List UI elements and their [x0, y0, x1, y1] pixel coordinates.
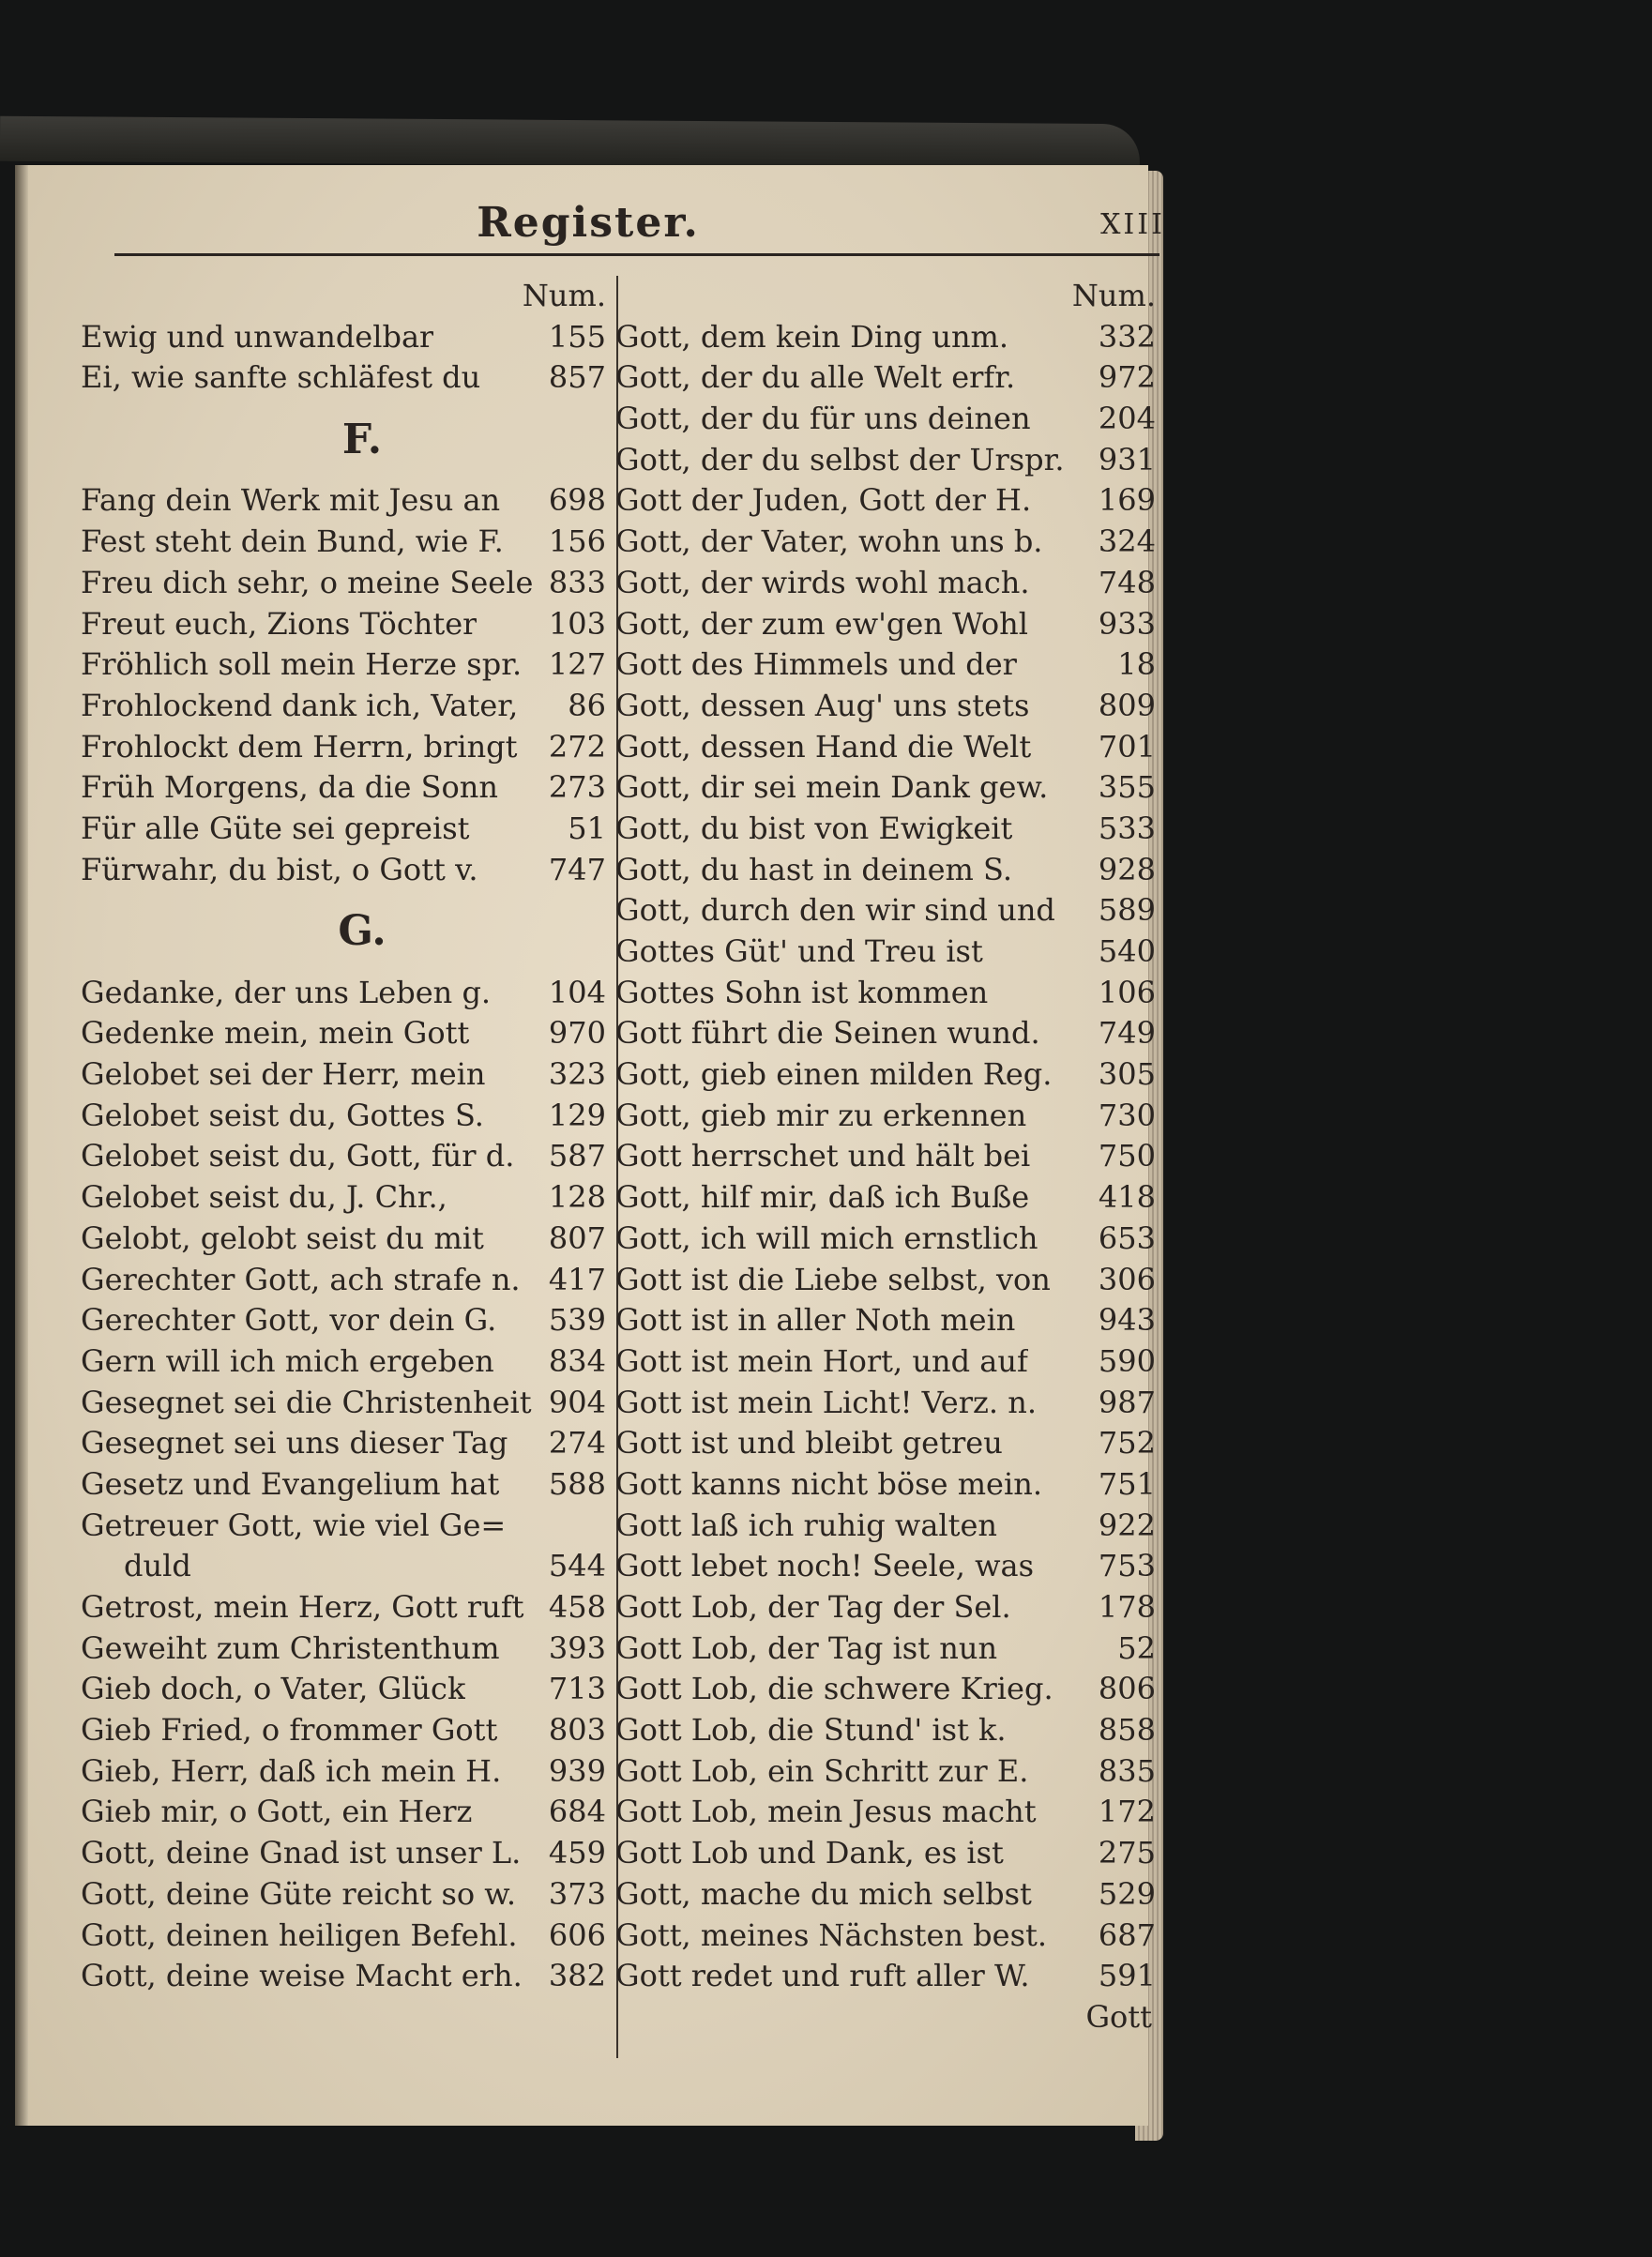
- entry-number: 86: [568, 687, 606, 723]
- index-entry: [81, 1300, 606, 1341]
- entry-text: Gott, durch den wir sind und: [615, 892, 1055, 929]
- entry-number: 606: [548, 1916, 606, 1953]
- entry-text: Gott, dessen Aug' uns stets: [615, 687, 1030, 723]
- entry-number: 178: [1098, 1589, 1156, 1625]
- entry-number: 730: [1098, 1097, 1156, 1133]
- index-entry: [81, 1751, 606, 1793]
- index-entry: [81, 767, 606, 809]
- index-entry: [81, 1833, 606, 1874]
- entry-number: 972: [1098, 359, 1156, 396]
- entry-number: 52: [1117, 1629, 1156, 1666]
- index-entry: [615, 686, 1156, 727]
- entry-number: 987: [1098, 1384, 1156, 1420]
- right-column: [615, 276, 1156, 2038]
- entry-text: Gelobt, gelobt seist du mit: [81, 1219, 484, 1256]
- index-entry: [615, 1833, 1156, 1874]
- index-entry: [81, 1013, 606, 1054]
- entry-text: Gesegnet sei uns dieser Tag: [81, 1425, 508, 1462]
- entry-text: Gott, dem kein Ding unm.: [615, 318, 1009, 355]
- entry-text: Gott ist mein Hort, und auf: [615, 1342, 1028, 1379]
- entry-number: 970: [548, 1015, 606, 1052]
- index-entry: [81, 357, 606, 399]
- entry-text: Gott laß ich ruhig walten: [615, 1507, 998, 1543]
- index-entry: [615, 932, 1156, 973]
- num-header: Num.: [1071, 278, 1156, 313]
- index-entry: [615, 1546, 1156, 1587]
- entry-number: 653: [1098, 1219, 1156, 1256]
- entry-number: 544: [548, 1548, 606, 1584]
- index-entry: [615, 1587, 1156, 1628]
- index-entry: [615, 399, 1156, 440]
- index-entry: [81, 1792, 606, 1833]
- entry-text: Ewig und unwandelbar: [81, 318, 434, 355]
- entry-number: 169: [1098, 482, 1156, 519]
- entry-number: 332: [1098, 318, 1156, 355]
- entry-number: 323: [548, 1056, 606, 1093]
- index-entry: [615, 1177, 1156, 1219]
- entry-number: 418: [1098, 1179, 1156, 1216]
- entry-number: 701: [1098, 728, 1156, 765]
- index-entry: [615, 973, 1156, 1014]
- entry-number: 591: [1098, 1958, 1156, 1994]
- index-entry: [615, 604, 1156, 645]
- entry-text: Gott, ich will mich ernstlich: [615, 1219, 1038, 1256]
- header-rule: [114, 253, 1159, 256]
- entry-text: Gesetz und Evangelium hat: [81, 1465, 500, 1502]
- entry-number: 273: [548, 769, 606, 806]
- index-entry-continuation: [81, 1546, 606, 1587]
- index-entry-wrapped: [81, 1506, 606, 1547]
- entry-text: Gieb doch, o Vater, Glück: [81, 1671, 466, 1707]
- index-entry: [81, 1260, 606, 1301]
- entry-text: Gott, meines Nächsten best.: [615, 1916, 1048, 1953]
- page-header: [114, 199, 1165, 255]
- entry-number: 687: [1098, 1916, 1156, 1953]
- entry-text: Gott, du hast in deinem S.: [615, 851, 1012, 887]
- entry-text: Gott, deine Güte reicht so w.: [81, 1875, 517, 1912]
- index-entry: [615, 1341, 1156, 1383]
- index-entry: [615, 890, 1156, 932]
- entry-number: 417: [548, 1261, 606, 1297]
- entry-text: Frohlockend dank ich, Vater,: [81, 687, 519, 723]
- index-entry: [615, 480, 1156, 522]
- entry-number: 104: [548, 974, 606, 1010]
- section-heading-g: G.: [338, 907, 386, 956]
- entry-number: 156: [548, 523, 606, 560]
- entry-number: 275: [1098, 1835, 1156, 1871]
- book-page: [15, 165, 1165, 2126]
- index-entry: [81, 1956, 606, 1997]
- entry-number: 18: [1117, 646, 1156, 683]
- entry-number: 324: [1098, 523, 1156, 560]
- entry-text: Ei, wie sanfte schläfest du: [81, 359, 481, 396]
- entry-text: Fürwahr, du bist, o Gott v.: [81, 851, 478, 887]
- entry-number: 103: [548, 605, 606, 642]
- index-entry: [81, 1464, 606, 1506]
- index-entry: [615, 1874, 1156, 1916]
- entry-text: Gott lebet noch! Seele, was: [615, 1548, 1034, 1584]
- entry-text: Für alle Güte sei gepreist: [81, 810, 470, 846]
- entry-text: Gesegnet sei die Christenheit: [81, 1384, 532, 1420]
- index-entry: [81, 973, 606, 1014]
- entry-text: Freut euch, Zions Töchter: [81, 605, 477, 642]
- entry-number: 751: [1098, 1465, 1156, 1502]
- entry-text: Gieb mir, o Gott, ein Herz: [81, 1794, 473, 1830]
- entry-number: 684: [548, 1794, 606, 1830]
- index-entry: [81, 1874, 606, 1916]
- entry-number: 533: [1098, 810, 1156, 846]
- entry-number: 272: [548, 728, 606, 765]
- entry-number: 129: [548, 1097, 606, 1133]
- index-entry: [615, 1710, 1156, 1751]
- entry-number: 393: [548, 1629, 606, 1666]
- entry-number: 752: [1098, 1425, 1156, 1462]
- entry-text: Früh Morgens, da die Sonn: [81, 769, 498, 806]
- entry-number: 590: [1098, 1342, 1156, 1379]
- index-entry: [81, 850, 606, 891]
- index-entry: [615, 1669, 1156, 1710]
- entry-number: 803: [548, 1712, 606, 1749]
- entry-text: Fang dein Werk mit Jesu an: [81, 482, 501, 519]
- entry-text: Gott, du bist von Ewigkeit: [615, 810, 1013, 846]
- index-entry: [81, 1177, 606, 1219]
- entry-text: Gott, hilf mir, daß ich Buße: [615, 1179, 1030, 1216]
- index-entry: [81, 1916, 606, 1957]
- entry-text: Gott, deine weise Macht erh.: [81, 1958, 523, 1994]
- entry-number: 274: [548, 1425, 606, 1462]
- index-entry: [81, 1423, 606, 1464]
- index-entry: [615, 522, 1156, 563]
- index-entry: [615, 1013, 1156, 1054]
- entry-text: Gott der Juden, Gott der H.: [615, 482, 1032, 519]
- index-entry: [615, 1916, 1156, 1957]
- num-header: Num.: [522, 278, 606, 313]
- entry-number: 835: [1098, 1752, 1156, 1789]
- entry-text: Gern will ich mich ergeben: [81, 1342, 494, 1379]
- entry-text: Gedanke, der uns Leben g.: [81, 974, 492, 1010]
- index-entry: [615, 1054, 1156, 1096]
- index-entry: [81, 1710, 606, 1751]
- entry-text: Gelobet sei der Herr, mein: [81, 1056, 486, 1093]
- entry-text: Gott Lob, mein Jesus macht: [615, 1794, 1037, 1830]
- entry-text: Gott, gieb einen milden Reg.: [615, 1056, 1053, 1093]
- section-heading-f: F.: [341, 416, 383, 464]
- index-entry: [81, 1219, 606, 1260]
- entry-text: Gott redet und ruft aller W.: [615, 1958, 1030, 1994]
- entry-number: 106: [1098, 974, 1156, 1010]
- entry-text: Gott kanns nicht böse mein.: [615, 1465, 1042, 1502]
- page-gutter: [15, 165, 28, 2126]
- index-entry: [81, 1341, 606, 1383]
- entry-number: 355: [1098, 769, 1156, 806]
- index-entry: [615, 317, 1156, 358]
- entry-text: Gott, dessen Hand die Welt: [615, 728, 1032, 765]
- entry-number: 589: [1098, 892, 1156, 929]
- entry-number: 806: [1098, 1671, 1156, 1707]
- entry-number: 753: [1098, 1548, 1156, 1584]
- entry-number: 204: [1098, 401, 1156, 437]
- entry-number: 834: [548, 1342, 606, 1379]
- entry-text: Gott, gieb mir zu erkennen: [615, 1097, 1027, 1133]
- index-entry: [81, 686, 606, 727]
- entry-number: 943: [1098, 1302, 1156, 1339]
- entry-number: 939: [548, 1752, 606, 1789]
- index-entry: [615, 1300, 1156, 1341]
- entry-text: Gott, mache du mich selbst: [615, 1875, 1032, 1912]
- index-entry: [615, 1464, 1156, 1506]
- entry-number: 539: [548, 1302, 606, 1339]
- index-entry: [615, 1136, 1156, 1177]
- index-entry: [615, 644, 1156, 686]
- index-entry: [81, 727, 606, 768]
- entry-text: Gott, der Vater, wohn uns b.: [615, 523, 1043, 560]
- entry-text: Gott Lob und Dank, es ist: [615, 1835, 1004, 1871]
- entry-text: Gerechter Gott, vor dein G.: [81, 1302, 497, 1339]
- entry-number: 127: [548, 646, 606, 683]
- entry-number: 459: [548, 1835, 606, 1871]
- index-entry: [615, 440, 1156, 481]
- entry-text: Gott Lob, die schwere Krieg.: [615, 1671, 1053, 1707]
- entry-text: Gelobet seist du, Gott, für d.: [81, 1138, 515, 1174]
- book-cover-edge: [0, 116, 1140, 169]
- index-entry: [81, 1096, 606, 1137]
- index-entry: [615, 1792, 1156, 1833]
- entry-number: 155: [548, 318, 606, 355]
- entry-text: Gott Lob, die Stund' ist k.: [615, 1712, 1007, 1749]
- entry-text: Gottes Sohn ist kommen: [615, 974, 989, 1010]
- page-title: Register.: [477, 199, 700, 247]
- index-entry: [81, 1669, 606, 1710]
- entry-text: Gott herrschet und hält bei: [615, 1138, 1031, 1174]
- entry-number: 306: [1098, 1261, 1156, 1297]
- entry-number: 540: [1098, 933, 1156, 969]
- left-column: [81, 276, 606, 1997]
- entry-number: 928: [1098, 851, 1156, 887]
- entry-number: 858: [1098, 1712, 1156, 1749]
- index-entry: [615, 1260, 1156, 1301]
- entry-text: Gott ist die Liebe selbst, von: [615, 1261, 1051, 1297]
- index-entry: [81, 1054, 606, 1096]
- entry-number: 749: [1098, 1015, 1156, 1052]
- index-entry: [81, 1587, 606, 1628]
- entry-text: Gott des Himmels und der: [615, 646, 1017, 683]
- entry-number: 931: [1098, 441, 1156, 477]
- entry-text: Gott ist in aller Noth mein: [615, 1302, 1016, 1339]
- index-entry: [81, 563, 606, 604]
- entry-number: 809: [1098, 687, 1156, 723]
- index-entry: [615, 767, 1156, 809]
- entry-text: Frohlockt dem Herrn, bringt: [81, 728, 518, 765]
- entry-number: 904: [548, 1384, 606, 1420]
- entry-text: Gottes Güt' und Treu ist: [615, 933, 983, 969]
- entry-number: 750: [1098, 1138, 1156, 1174]
- entry-text: Gieb Fried, o frommer Gott: [81, 1712, 498, 1749]
- entry-text: Gelobet seist du, J. Chr.,: [81, 1179, 447, 1216]
- entry-number: 807: [548, 1219, 606, 1256]
- index-entry: [81, 1383, 606, 1424]
- page-number: XIII: [1100, 208, 1165, 241]
- index-entry: [81, 1628, 606, 1670]
- entry-number: 748: [1098, 564, 1156, 600]
- entry-number: 857: [548, 359, 606, 396]
- index-entry: [615, 1383, 1156, 1424]
- entry-text: Fest steht dein Bund, wie F.: [81, 523, 504, 560]
- entry-text: Gott, der du alle Welt erfr.: [615, 359, 1016, 396]
- index-entry: [615, 563, 1156, 604]
- entry-text: Getrost, mein Herz, Gott ruft: [81, 1589, 524, 1626]
- entry-number: 128: [548, 1179, 606, 1216]
- entry-text: Gott ist und bleibt getreu: [615, 1425, 1003, 1462]
- entry-text: Gerechter Gott, ach strafe n.: [81, 1261, 521, 1297]
- index-entry: [81, 809, 606, 850]
- index-entry: [81, 522, 606, 563]
- entry-text: Gott, deine Gnad ist unser L.: [81, 1835, 522, 1871]
- index-entry: [615, 850, 1156, 891]
- index-entry: [615, 1096, 1156, 1137]
- index-entry: [615, 727, 1156, 768]
- entry-number: 588: [548, 1465, 606, 1502]
- entry-number: 373: [548, 1875, 606, 1912]
- entry-text: Getreuer Gott, wie viel Ge=: [81, 1507, 507, 1543]
- index-entry: [615, 1219, 1156, 1260]
- entry-number: 587: [548, 1138, 606, 1174]
- index-entry: [615, 809, 1156, 850]
- index-entry: [81, 317, 606, 358]
- index-entry: [81, 644, 606, 686]
- entry-number: 933: [1098, 605, 1156, 642]
- entry-number: 382: [548, 1958, 606, 1994]
- entry-text: Fröhlich soll mein Herze spr.: [81, 646, 523, 683]
- entry-number: 529: [1098, 1875, 1156, 1912]
- entry-text: Gott, der du selbst der Urspr.: [615, 441, 1065, 477]
- entry-text: Gott führt die Seinen wund.: [615, 1015, 1040, 1052]
- entry-text: Gott Lob, der Tag ist nun: [615, 1629, 998, 1666]
- entry-text: Geweiht zum Christenthum: [81, 1629, 500, 1666]
- entry-number: 922: [1098, 1507, 1156, 1543]
- index-entry: [615, 1423, 1156, 1464]
- entry-text: Gott, der wirds wohl mach.: [615, 564, 1030, 600]
- entry-text: Gott, dir sei mein Dank gew.: [615, 769, 1049, 806]
- index-entry: [615, 1751, 1156, 1793]
- entry-number: 747: [548, 851, 606, 887]
- entry-text: Freu dich sehr, o meine Seele: [81, 564, 534, 600]
- entry-number: 713: [548, 1671, 606, 1707]
- index-entry: [615, 1628, 1156, 1670]
- entry-text: Gott Lob, ein Schritt zur E.: [615, 1752, 1029, 1789]
- entry-text: Gott, der du für uns deinen: [615, 401, 1031, 437]
- entry-text-continued: duld: [124, 1548, 191, 1584]
- entry-text: Gieb, Herr, daß ich mein H.: [81, 1752, 502, 1789]
- index-entry: [81, 1136, 606, 1177]
- entry-number: 305: [1098, 1056, 1156, 1093]
- entry-number: 172: [1098, 1794, 1156, 1830]
- entry-text: Gott, deinen heiligen Befehl.: [81, 1916, 518, 1953]
- index-entry: [615, 1506, 1156, 1547]
- index-entry: [615, 357, 1156, 399]
- entry-text: Gott ist mein Licht! Verz. n.: [615, 1384, 1037, 1420]
- entry-text: Gott, der zum ew'gen Wohl: [615, 605, 1028, 642]
- index-entry: [81, 604, 606, 645]
- index-entry: [81, 480, 606, 522]
- entry-number: 51: [568, 810, 606, 846]
- entry-text: Gott Lob, der Tag der Sel.: [615, 1589, 1011, 1625]
- catchword: Gott: [1085, 1998, 1152, 2035]
- entry-text: Gedenke mein, mein Gott: [81, 1015, 470, 1052]
- entry-number: 833: [548, 564, 606, 600]
- index-entry: [615, 1956, 1156, 1997]
- entry-number: 698: [548, 482, 606, 519]
- entry-number: 458: [548, 1589, 606, 1626]
- entry-text: Gelobet seist du, Gottes S.: [81, 1097, 484, 1133]
